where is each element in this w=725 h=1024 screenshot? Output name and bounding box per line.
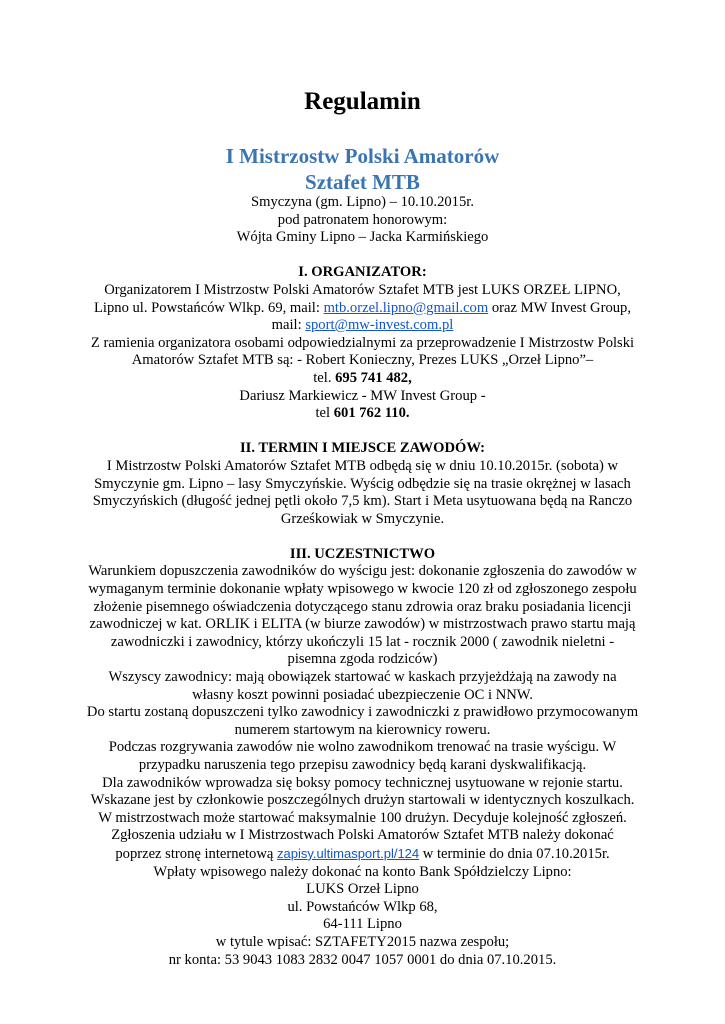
organizer-address-line: Lipno ul. Powstańców Wlkp. 69, mail: mtb.orzel.lipno@gmail.com oraz MW Invest Group, <box>94 299 631 316</box>
paragraph-line: w tytule wpisać: SZTAFETY2015 nazwa zespołu; <box>215 933 510 950</box>
organizer-line: Amatorów Sztafet MTB są: - Robert Konieczny, Prezes LUKS „Orzeł Lipno”– <box>131 352 594 369</box>
subtitle-line-1: I Mistrzostw Polski Amatorów <box>225 144 500 168</box>
intro-line: pod patronatem honorowym: <box>277 211 448 228</box>
section-heading-organizer: I. ORGANIZATOR: <box>298 264 427 281</box>
paragraph-line: LUKS Orzeł Lipno <box>306 881 419 898</box>
email-link[interactable]: mtb.orzel.lipno@gmail.com <box>323 299 489 316</box>
phone-line: tel. 695 741 482, <box>313 369 412 386</box>
paragraph-line: Zgłoszenia udziału w I Mistrzostwach Polski Amatorów Sztafet MTB należy dokonać <box>111 827 614 844</box>
paragraph-line: zawodniczej w kat. ORLIK i ELITA (w biurze zawodów) w mistrzostwach prawo startu mają <box>89 616 636 633</box>
subtitle-line-2: Sztafet MTB <box>305 170 420 194</box>
paragraph-line: pisemna zgoda rodziców) <box>287 651 438 668</box>
paragraph-line: ul. Powstańców Wlkp 68, <box>287 898 438 915</box>
intro-line: Smyczyna (gm. Lipno) – 10.10.2015r. <box>251 194 474 210</box>
intro-line: Wójta Gminy Lipno – Jacka Karmińskiego <box>236 229 489 246</box>
section-heading-participation: III. UCZESTNICTWO <box>289 545 436 562</box>
organizer-mail-line: mail: sport@mw-invest.com.pl <box>271 317 454 334</box>
paragraph-line: zawodniczki i zawodnicy, którzy ukończyli 15 lat - rocznik 2000 ( zawodnik nieletni - <box>110 633 615 650</box>
paragraph-line: przypadku naruszenia tego przepisu zawodnicy będą karani dyskwalifikacją. <box>138 757 587 773</box>
organizer-line: Dariusz Markiewicz - MW Invest Group - <box>239 387 486 404</box>
document-title: Regulamin <box>304 88 421 115</box>
document-subtitle <box>0 143 725 195</box>
paragraph-line: Wszyscy zawodnicy: mają obowiązek startować w kaskach przyjeżdżają na zawody na <box>108 669 617 686</box>
phone-number: 695 741 482, <box>335 369 412 386</box>
paragraph-line: W mistrzostwach może startować maksymalnie 100 drużyn. Decyduje kolejność zgłoszeń. <box>98 809 627 826</box>
paragraph-line: Podczas rozgrywania zawodów nie wolno zawodnikom trenować na trasie wyścigu. W <box>108 739 617 756</box>
paragraph-line: Wpłaty wpisowego należy dokonać na konto Bank Spółdzielczy Lipno: <box>153 863 572 880</box>
phone-line: tel 601 762 110. <box>315 405 410 422</box>
email-link[interactable]: sport@mw-invest.com.pl <box>305 317 454 334</box>
section-heading-date-place: II. TERMIN I MIEJSCE ZAWODÓW: <box>239 440 486 457</box>
paragraph-line: I Mistrzostw Polski Amatorów Sztafet MTB odbędą się w dniu 10.10.2015r. (sobota) w <box>106 457 619 474</box>
paragraph-line: wymaganym terminie dokonanie wpłaty wpisowego w kwocie 120 zł od zgłoszonego zespołu <box>88 581 637 598</box>
paragraph-line: nr konta: 53 9043 1083 2832 0047 1057 0001 do dnia 07.10.2015. <box>168 951 557 968</box>
paragraph-line: Smyczynie gm. Lipno – lasy Smyczyńskie. Wyścig odbędzie się na trasie okrężnej w lasach <box>94 475 631 492</box>
paragraph-line: Wskazane jest by członkowie poszczególnych drużyn startowali w identycznych koszulkach. <box>90 792 635 809</box>
organizer-line: Organizatorem I Mistrzostw Polski Amatorów Sztafet MTB jest LUKS ORZEŁ LIPNO, <box>104 281 621 298</box>
paragraph-line: Warunkiem dopuszczenia zawodników do wyścigu jest: dokonanie zgłoszenia do zawodów w <box>88 563 637 580</box>
document-body <box>60 194 665 969</box>
registration-link-line: poprzez stronę internetową zapisy.ultimasport.pl/124 w terminie do dnia 07.10.2015r. <box>115 845 610 862</box>
organizer-line: Z ramienia organizatora osobami odpowiedzialnymi za przeprowadzenie I Mistrzostw Polski <box>90 334 635 351</box>
paragraph-line: Smyczyńskich (długość jednej pętli około 7,5 km). Start i Meta usytuowana będą na Ranczo <box>92 493 633 510</box>
paragraph-line: Do startu zostaną dopuszczeni tylko zawodnicy i zawodniczki z prawidłowo przymocowanym <box>86 704 639 721</box>
paragraph-line: numerem startowym na kierownicy roweru. <box>234 721 491 738</box>
paragraph-line: Dla zawodników wprowadza się boksy pomocy technicznej usytuowane w rejonie startu. <box>102 774 623 791</box>
paragraph-line: złożenie pisemnego oświadczenia dotyczącego stanu zdrowia oraz braku posiadania licencji <box>93 598 632 615</box>
registration-link[interactable]: zapisy.ultimasport.pl/124 <box>277 845 420 861</box>
paragraph-line: Grześkowiak w Smyczynie. <box>280 510 445 527</box>
paragraph-line: 64-111 Lipno <box>323 916 402 933</box>
paragraph-line: własny koszt powinni posiadać ubezpieczenie OC i NNW. <box>192 686 533 703</box>
phone-number: 601 762 110. <box>333 405 410 422</box>
